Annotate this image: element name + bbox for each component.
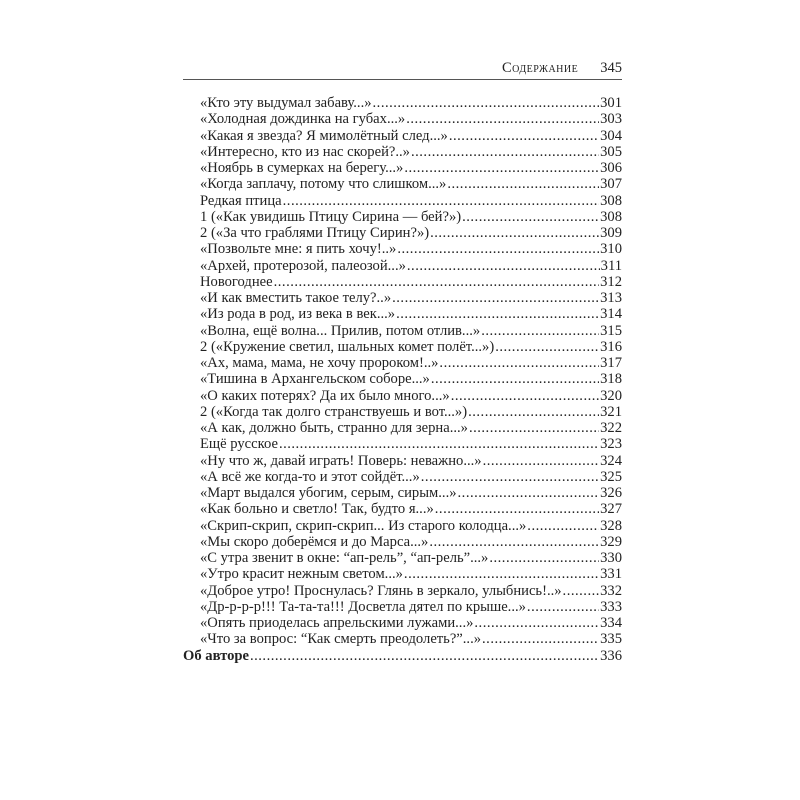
dot-leader [404,566,599,582]
toc-entry-page: 314 [600,306,622,323]
dot-leader [458,485,600,501]
toc-entry-page: 334 [600,615,622,631]
toc-entry [183,631,622,647]
toc-entry-title: «Как больно и светло! Так, будто я...» [200,501,434,518]
toc-entry-page: 317 [600,355,622,371]
dot-leader [411,144,599,160]
dot-leader [563,583,600,599]
dot-leader [283,193,599,209]
dot-leader [489,550,599,566]
toc-entry-page: 333 [600,598,622,615]
toc-entry-page: 309 [600,225,622,241]
toc-entry [183,420,622,436]
toc-entry [183,323,622,339]
toc-entry-page: 307 [600,176,622,193]
toc-entry-title: 2 («Кружение светил, шальных комет полёт...») [200,338,495,355]
dot-leader [469,420,599,436]
toc-entry [183,176,622,192]
toc-entry [183,209,622,225]
toc-entry-title: «Доброе утро! Проснулась? Глянь в зеркало, улыбнись!..» [200,582,562,599]
toc-entry [183,95,622,111]
dot-leader [447,176,599,192]
page-number: 345 [600,60,622,76]
toc-entry-page: 315 [600,322,622,339]
toc-entry-title: 2 («За что граблями Птицу Сирин?») [200,225,430,241]
toc-entry-title: «Интересно, кто из нас скорей?..» [200,143,410,160]
toc-entry-title: «Тишина в Архангельском соборе...» [200,371,430,388]
toc-entry [183,111,622,127]
toc-entry-page: 325 [600,468,622,485]
toc-entry-title: «Волна, ещё волна... Прилив, потом отлив...» [200,322,481,339]
toc-entry [183,225,622,241]
toc-entry-title: «Позвольте мне: я пить хочу!..» [200,241,397,258]
toc-entry [183,144,622,160]
toc-entry [183,615,622,631]
toc-entry-title: «С утра звенит в окне: “ап-рель”, “ап-рель”...» [200,550,489,566]
toc-entry [183,436,622,452]
dot-leader [373,95,600,111]
toc-entry-page: 328 [600,517,622,534]
toc-entry-page: 322 [600,420,622,436]
toc-entry-title: «Кто эту выдумал забаву...» [200,95,372,111]
dot-leader [421,469,599,485]
toc-entry-page: 310 [600,241,622,258]
dot-leader [468,404,599,420]
toc-entry-page: 332 [600,582,622,599]
toc-entry [183,193,622,209]
toc-entry [183,485,622,501]
dot-leader [431,371,599,387]
dot-leader [407,258,600,274]
toc-entry [183,160,622,176]
dot-leader [397,241,599,257]
dot-leader [474,615,599,631]
dot-leader [527,518,599,534]
toc-entry [183,534,622,550]
toc-entry-page: 308 [600,192,622,209]
toc-entry-page: 335 [600,631,622,648]
dot-leader [451,388,599,404]
toc-entry-page: 321 [600,403,622,420]
toc-entry [183,566,622,582]
toc-entry [183,583,622,599]
running-header-title: Содержание [501,60,579,76]
toc-entry [183,290,622,306]
dot-leader [482,631,599,647]
dot-leader [274,274,599,290]
toc-entry-title: «А всё же когда-то и этот сойдёт...» [200,468,420,485]
toc-entry-title: «Утро красит нежным светом...» [200,566,403,583]
dot-leader [430,225,599,241]
toc-entry [183,306,622,322]
toc-entry [183,355,622,371]
toc-entry-page: 312 [600,273,622,290]
dot-leader [462,209,599,225]
toc-entry-title: «Из рода в род, из века в век...» [200,306,396,323]
toc-entry-title: «И как вместить такое телу?..» [200,290,392,306]
toc-entry-title: «Ну что ж, давай играть! Поверь: неважно...» [200,452,482,469]
toc-entry [183,469,622,485]
toc-entry [183,128,622,144]
toc-entry-title: 1 («Как увидишь Птицу Сирина — бей?») [200,208,462,225]
toc-entry-title: «Др-р-р-р!!! Та-та-та!!! Досветла дятел по крыше...» [200,598,526,615]
dot-leader [406,111,599,127]
toc-entry-page: 308 [600,208,622,225]
toc-entry [183,453,622,469]
toc-entry-page: 330 [600,550,622,566]
toc-entry [183,518,622,534]
toc-entry-title: «Холодная дождинка на губах...» [200,111,406,128]
toc-entry-page: 305 [600,143,622,160]
dot-leader [429,534,599,550]
toc-entry-page: 326 [600,485,622,501]
toc-entry [183,404,622,420]
toc-entry [183,599,622,615]
toc-entry-page: 304 [600,127,622,144]
dot-leader [404,160,599,176]
table-of-contents [183,95,622,664]
toc-entry [183,258,622,274]
toc-entry-title: Новогоднее [200,273,273,290]
toc-entry [183,648,622,664]
dot-leader [495,339,599,355]
toc-entry-page: 303 [600,111,622,128]
toc-entry-page: 311 [600,257,622,274]
toc-entry-page: 318 [600,371,622,388]
dot-leader [279,436,599,452]
toc-entry-title: «Скрип-скрип, скрип-скрип... Из старого колодца...» [200,517,527,534]
toc-entry-page: 306 [600,160,622,176]
dot-leader [396,306,599,322]
toc-entry-title: «Что за вопрос: “Как смерть преодолеть?”...» [200,631,482,648]
toc-entry-title: «Какая я звезда? Я мимолётный след...» [200,127,448,144]
toc-entry [183,388,622,404]
toc-entry-page: 331 [600,566,622,583]
toc-entry-title: Редкая птица [200,192,282,209]
toc-entry [183,501,622,517]
toc-entry-title: «Мы скоро доберёмся и до Марса...» [200,533,429,550]
toc-entry-title: «А как, должно быть, странно для зерна...» [200,420,468,436]
toc-entry [183,274,622,290]
toc-entry-page: 301 [600,95,622,111]
toc-entry-page: 316 [600,338,622,355]
toc-entry-page: 320 [600,387,622,404]
dot-leader [527,599,599,615]
dot-leader [250,648,599,664]
toc-entry-page: 324 [600,452,622,469]
toc-entry-title: Ещё русское [200,436,278,453]
toc-entry-title: «О каких потерях? Да их было много...» [200,387,450,404]
dot-leader [435,501,599,517]
toc-entry-page: 336 [600,647,622,664]
toc-entry-title: Об авторе [183,647,249,664]
toc-entry-page: 327 [600,501,622,518]
toc-entry-title: «Опять приоделась апрельскими лужами...» [200,615,474,631]
toc-entry-title: «Ноябрь в сумерках на берегу...» [200,160,404,176]
toc-entry-title: «Ах, мама, мама, не хочу пророком!..» [200,355,439,371]
toc-entry-page: 313 [600,290,622,306]
dot-leader [392,290,599,306]
toc-entry-title: «Когда заплачу, потому что слишком...» [200,176,447,193]
dot-leader [481,323,599,339]
toc-entry [183,371,622,387]
dot-leader [449,128,599,144]
toc-entry [183,339,622,355]
dot-leader [439,355,599,371]
toc-entry-page: 323 [600,436,622,453]
toc-entry-title: «Архей, протерозой, палеозой...» [200,257,406,274]
toc-entry-title: «Март выдался убогим, серым, сирым...» [200,485,457,501]
toc-entry-title: 2 («Когда так долго странствуешь и вот...») [200,403,468,420]
running-header [183,58,622,80]
dot-leader [483,453,600,469]
toc-entry [183,550,622,566]
toc-entry-page: 329 [600,533,622,550]
toc-entry [183,241,622,257]
